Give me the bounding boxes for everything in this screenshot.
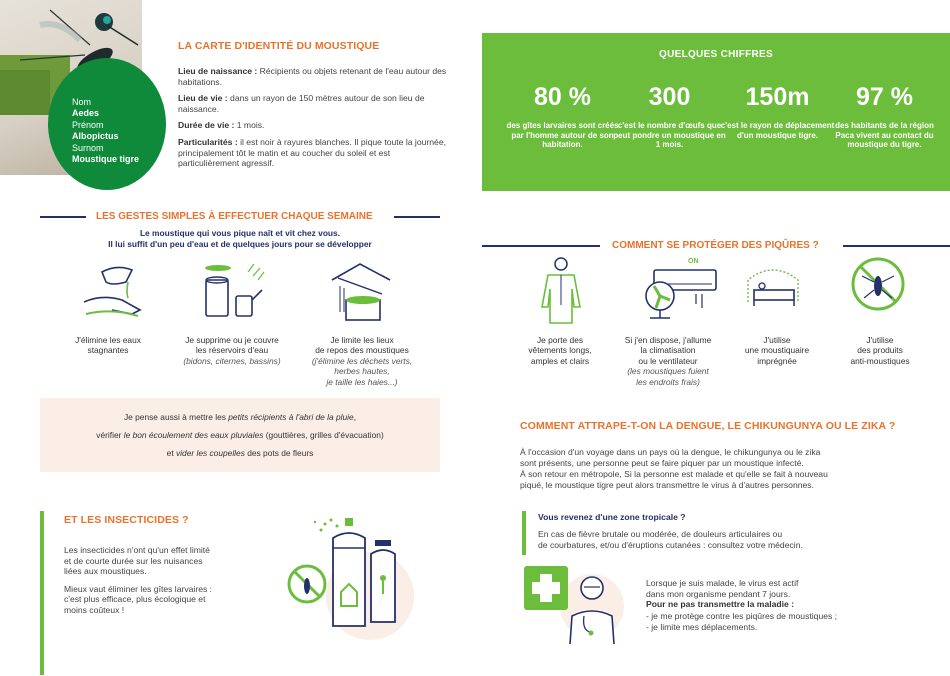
caption-line: de repos des moustiques	[315, 345, 409, 356]
sick-line: dans mon organisme pendant 7 jours.	[646, 588, 791, 599]
caption-note: (j'élimine les déchets verts,	[311, 355, 413, 366]
caption-line: J'utilise	[866, 335, 894, 345]
gestes-subtitle	[40, 228, 440, 250]
living-paragraph: Lieu de vie : dans un rayon de 150 mètres autour de son lieu de naissance.	[178, 93, 425, 114]
section-rule	[394, 216, 440, 218]
protect-caption	[732, 335, 822, 366]
caption-line: imprégnée	[757, 355, 797, 366]
insecticides-title: ET LES INSECTICIDES ?	[64, 514, 189, 526]
air-conditioner-icon	[640, 256, 720, 322]
gestes-title: LES GESTES SIMPLES À EFFECTUER CHAQUE SEMAINE	[96, 211, 373, 222]
figure-item	[505, 83, 620, 150]
traits-paragraph: Particularités : il est noir à rayures blanches. Il pique toute la journée, principalement tôt le matin et au coucher du soleil et est particulièrement agressif.	[178, 136, 446, 169]
birthplace-paragraph: Lieu de naissance : Récipients ou objets retenant de l'eau autour des habitations.	[178, 66, 447, 87]
figure-value: 300	[648, 83, 691, 111]
insecticide-spray-icon	[285, 514, 410, 644]
prenom-label: Prénom	[72, 119, 104, 130]
figure-label: des habitants de la région Paca vivent au contact du moustique du tigre.	[835, 121, 934, 150]
geste-caption	[172, 335, 292, 366]
tip-line: Je pense aussi à mettre les petits récipients à l'abri de la pluie,	[123, 412, 357, 422]
sick-line: - je me protège contre les piqûres de moustiques ;	[646, 610, 838, 621]
long-clothes-icon	[538, 255, 584, 325]
caption-note: (bidons, citernes, bassins)	[183, 355, 281, 366]
section-rule	[843, 245, 950, 247]
caption-line: anti-moustiques	[850, 355, 910, 366]
caption-note: je taille les haies...)	[326, 376, 398, 387]
gutter-icon	[330, 262, 396, 324]
caption-line: les réservoirs d'eau	[195, 345, 269, 356]
section-rule	[482, 245, 600, 247]
caption-note: (les moustiques fuient	[627, 366, 709, 377]
tip-line: vérifier le bon écoulement des eaux pluviales (gouttières, grilles d'évacuation)	[96, 430, 384, 440]
caption-note: herbes hautes,	[334, 366, 390, 377]
figures-title: QUELQUES CHIFFRES	[659, 49, 773, 60]
geste-caption	[58, 335, 158, 356]
figure-item	[612, 83, 727, 150]
sick-line: Pour ne pas transmettre la maladie :	[646, 599, 795, 610]
sick-line: Lorsque je suis malade, le virus est actif	[646, 578, 799, 588]
figure-value: 80 %	[534, 83, 591, 111]
gestes-subtitle-line: Il lui suffit d'un peu d'eau et de quelques jours pour se développer	[108, 239, 372, 249]
caption-line: J'utilise	[763, 335, 791, 345]
figure-value: 97 %	[856, 83, 913, 111]
tips-box	[40, 398, 440, 472]
protect-caption	[512, 335, 608, 366]
tropic-body	[538, 529, 918, 551]
figure-label: c'est le nombre d'œufs que peut pondre un moustique en 1 mois.	[613, 121, 726, 150]
identity-card-body	[178, 66, 448, 175]
doctor-icon	[520, 560, 640, 646]
anti-mosquito-icon	[850, 256, 906, 312]
protect-title: COMMENT SE PROTÉGER DES PIQÛRES ?	[612, 240, 819, 251]
pour-water-icon	[82, 262, 142, 320]
figure-label: des gîtes larvaires sont créés par l'homme autour de son habitation.	[506, 121, 619, 150]
tropic-title: Vous revenez d'une zone tropicale ?	[538, 512, 686, 522]
caption-line: la climatisation	[640, 345, 696, 356]
caption-line: stagnantes	[87, 345, 129, 356]
nom-label: Nom	[72, 97, 92, 107]
section-rule	[40, 216, 86, 218]
caption-line: Je limite les lieux	[330, 335, 394, 345]
caption-line: amples et clairs	[530, 355, 590, 366]
caption-line: vêtements longs,	[528, 345, 592, 356]
caption-line: ou le ventilateur	[638, 355, 698, 366]
figure-item	[720, 83, 835, 140]
dengue-line: À l'occasion d'un voyage dans un pays où la dengue, le chikungunya ou le zika	[520, 447, 821, 457]
dengue-body	[520, 447, 930, 491]
dengue-title: COMMENT ATTRAPE-T-ON LA DENGUE, LE CHIKUNGUNYA OU LE ZIKA ?	[520, 420, 896, 432]
figures-panel	[482, 33, 950, 191]
caption-line: une moustiquaire	[744, 345, 810, 356]
tropic-line: En cas de fièvre brutale ou modérée, de douleurs articulaires ou	[538, 529, 783, 539]
surnom-label: Surnom	[72, 142, 104, 153]
geste-caption	[298, 335, 426, 387]
nom-value: Aedes	[72, 108, 100, 119]
figure-value: 150m	[745, 83, 810, 111]
caption-line: Je porte des	[536, 335, 584, 345]
identity-badge-text	[72, 97, 139, 165]
mosquito-net-icon	[744, 258, 802, 310]
sick-line: - je limite mes déplacements.	[646, 622, 758, 633]
sick-body	[646, 578, 926, 633]
protect-caption	[832, 335, 928, 366]
caption-line: des produits	[857, 345, 903, 356]
accent-bar	[522, 511, 526, 555]
surnom-value: Moustique tigre	[72, 154, 139, 165]
gestes-subtitle-line: Le moustique qui vous pique naît et vit chez vous.	[139, 228, 341, 238]
caption-line: J'élimine les eaux	[75, 335, 141, 345]
caption-line: Si j'en dispose, j'allume	[624, 335, 712, 345]
tip-line: et vider les coupelles des pots de fleurs	[166, 448, 314, 458]
accent-bar	[40, 511, 44, 675]
dengue-line: piqué, le moustique tigre peut alors transmettre le virus à d'autres personnes.	[520, 480, 814, 490]
life-paragraph: Durée de vie : 1 mois.	[178, 120, 265, 131]
identity-card-title: LA CARTE D'IDENTITÉ DU MOUSTIQUE	[178, 40, 380, 52]
prenom-value: Albopictus	[72, 131, 119, 142]
figure-label: c'est le rayon de déplacement d'un moustique tigre.	[720, 121, 835, 140]
figure-item	[827, 83, 942, 150]
insecticides-body	[64, 545, 269, 623]
insecticides-paragraph: Les insecticides n'ont qu'un effet limité et de courte durée sur les nuisances liées aux moustiques.	[64, 545, 210, 577]
caption-note: les endroits frais)	[636, 376, 700, 387]
reservoir-icon	[198, 262, 268, 322]
protect-caption	[612, 335, 724, 387]
dengue-line: À son retour en métropole, Si la personne est malade et qu'elle se fait à nouveau	[520, 469, 828, 479]
tropic-line: de courbatures, et/ou d'éruptions cutanées : consultez votre médecin.	[538, 540, 803, 550]
insecticides-paragraph: Mieux vaut éliminer les gîtes larvaires : c'est plus efficace, plus écologique et moins coûteux !	[64, 583, 213, 615]
on-label: ON	[688, 258, 699, 265]
dengue-line: sont présents, une personne peut se faire piquer par un moustique infecté.	[520, 458, 804, 468]
caption-line: Je supprime ou je couvre	[185, 335, 279, 345]
